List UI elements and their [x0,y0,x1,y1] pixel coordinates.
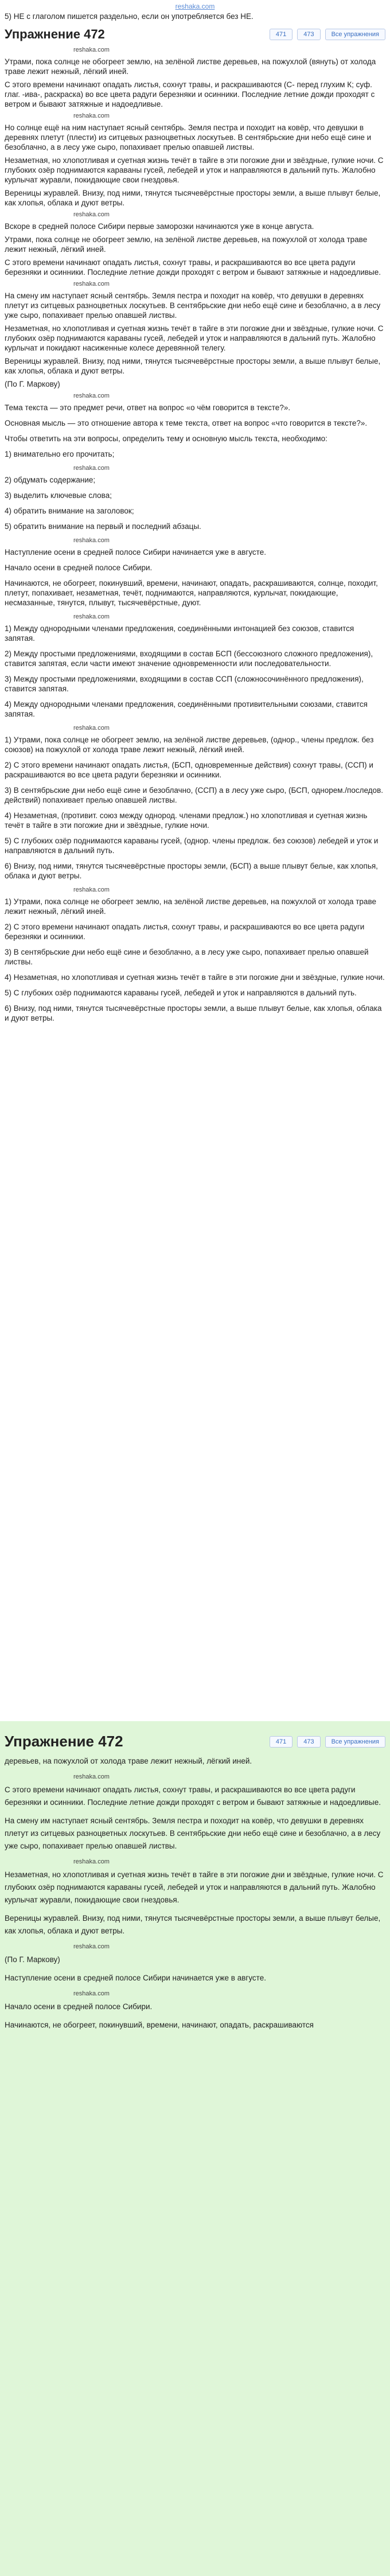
watermark: reshaka.com [73,1773,110,1780]
bottom-paragraph: Вереницы журавлей. Внизу, под ними, тянутся тысячевёрстные просторы земли, а выше плывут белые, как хлопья, облака и дуют ветры. [5,1914,381,1935]
text-paragraph: Незаметная, но хлопотливая и суетная жизнь течёт в тайге в эти погожие дни и звёздные, гулкие ночи. С глубоких озёр поднимаются караваны гусей, лебедей и уток и направляются в дальний путь. Жалобно курлычат журавли, покидающие свои гнездовья. [5,156,384,184]
qa-item: 3) выделить ключевые слова; [5,491,112,500]
watermark: reshaka.com [73,112,110,119]
qa-item: 5) С глубоких озёр поднимаются караваны гусей, (однор. члены предлож. без союзов) лебедей и уток и направляются в дальний путь. [5,836,379,855]
qa-item: 1) Между однородными членами предложения, соединёнными интонацией без союзов, ставится запятая. [5,624,354,643]
qa-item: 2) С этого времени начинают опадать листья, (БСП, одновременные действия) сохнут травы, (ССП) и раскрашиваются во все цвета радуги березняки и осинники. [5,761,373,779]
watermark: reshaka.com [73,1990,110,1997]
watermark: reshaka.com [73,211,110,218]
text-paragraph: Незаметная, но хлопотливая и суетная жизнь течёт в тайге в эти погожие дни и звёздные, гулкие ночи. С глубоких озёр поднимаются караваны гусей, лебедей и уток и направляются в дальний путь. Жалобно курлычат и покидают насиженные колесе деревянной телегу. [5,324,384,352]
site-name[interactable]: reshaka.com [175,2,215,10]
bottom-paragraph: С этого времени начинают опадать листья, сохнут травы, и раскрашиваются во все цвета радуги березняки и осинники. Последние летние дожди проходят с ветром и бывают затяжные и надоедливые. [5,1785,381,1807]
watermark: reshaka.com [73,1943,110,1950]
qa-item: Наступление осени в средней полосе Сибири начинается уже в августе. [5,548,266,557]
intro-rule: 5) НЕ с глаголом пишется раздельно, если он употребляется без НЕ. [5,12,253,21]
watermark: reshaka.com [73,537,110,544]
exercise-header-repeat [5,1733,385,1750]
qa-item: Основная мысль — это отношение автора к теме текста, ответ на вопрос «что говорится в тексте?». [5,419,368,427]
qa-item: 6) Внизу, под ними, тянутся тысячевёрстные просторы земли, а выше плывут белые, как хлопья, облака и дуют ветры. [5,1004,382,1022]
qa-item: 1) внимательно его прочитать; [5,450,115,458]
text-paragraph: С этого времени начинают опадать листья, сохнут травы, и раскрашиваются во все цвета радуги березняки и осинники. Последние летние дожди проходят с ветром и бывают затяжные и надоедливые. [5,258,381,277]
bottom-paragraph: На смену им наступает ясный сентябрь. Земля пестра и походит на ковёр, что девушки в деревнях плетут из ситцевых разноцветных лоскутьев. В сентябрьские дни небо ещё сине и безоблачно, а в лесу уже сыро, попахивает прелью опавшей листвы. [5,1816,381,1850]
text-paragraph: Вскоре в средней полосе Сибири первые заморозки начинаются уже в конце августа. [5,222,314,231]
bottom-paragraph: Наступление осени в средней полосе Сибири начинается уже в августе. [5,1974,266,1982]
watermark: reshaka.com [73,725,110,731]
qa-item: 1) Утрами, пока солнце не обогреет землю, на зелёной листве деревьев, на пожухлой от холода траве лежит нежный, лёгкий иней. [5,897,376,916]
bottom-paragraph: (По Г. Маркову) [5,1955,60,1964]
qa-item: Чтобы ответить на эти вопросы, определить тему и основную мысль текста, необходимо: [5,434,327,443]
all-exercises-button[interactable]: Все упражнения [325,29,385,40]
bottom-paragraph: Начало осени в средней полосе Сибири. [5,2002,153,2011]
text-paragraph: Вереницы журавлей. Внизу, под ними, тянутся тысячевёрстные просторы земли, а выше плывут белые, как хлопья, облака и дуют ветры. [5,357,381,375]
qa-item: 4) Незаметная, но хлопотливая и суетная жизнь течёт в тайге в эти погожие дни и звёздные, гулкие ночи. [5,973,385,982]
watermark: reshaka.com [73,392,110,399]
highlighted-section [0,1721,390,2576]
all-exercises-button[interactable]: Все упражнения [325,1736,385,1748]
bottom-paragraph: Начинаются, не обогреет, покинувший, времени, начинают, опадать, раскрашиваются [5,2021,314,2029]
text-paragraph: Утрами, пока солнце не обогреет землю, на зелёной листве деревьев, на пожухлой от холода траве лежит нежный, лёгкий иней. [5,235,368,254]
qa-item: 4) Между однородными членами предложения, соединёнными противительными союзами, ставится запятая. [5,700,368,718]
qa-item: 2) обдумать содержание; [5,476,96,484]
qa-item: Начинаются, не обогреет, покинувший, времени, начинают, опадать, раскрашиваются, солнце, походит, плетут, попахивает, незаметная, течёт, поднимаются, направляются, курлычат, покидающие, несмазанные, тянутся, плывут, тысячевёрстные, дуют. [5,579,378,607]
qa-item: 1) Утрами, пока солнце не обогреет землю, на зелёной листве деревьев, (однор., члены предлож. без союзов) на пожухлой от холода траве лежит нежный, лёгкий иней. [5,736,374,754]
qa-item: 6) Внизу, под ними, тянутся тысячевёрстные просторы земли, (БСП) а выше плывут белые, как хлопья, облака и дуют ветры. [5,862,378,880]
watermark: reshaka.com [73,281,110,287]
watermark: reshaka.com [73,465,110,472]
exercise-nav-repeat [270,1736,385,1748]
bottom-paragraph: деревьев, на пожухлой от холода траве лежит нежный, лёгкий иней. [5,1757,252,1765]
next-exercise-button[interactable]: 473 [297,1736,320,1748]
text-paragraph: Утрами, пока солнце не обогреет землю, на зелёной листве деревьев, на пожухлой (вянуть) от холода траве лежит нежный, лёгкий иней. [5,57,376,76]
bottom-paragraph: Незаметная, но хлопотливая и суетная жизнь течёт в тайге в эти погожие дни и звёздные, гулкие ночи. С глубоких озёр поднимаются караваны гусей, лебедей и уток и направляются в дальний путь. Жалобно курлычат журавли, покидающие свои гнездовья. [5,1870,384,1904]
qa-item: Тема текста — это предмет речи, ответ на вопрос «о чём говорится в тексте?». [5,403,291,412]
qa-item: 5) обратить внимание на первый и последний абзацы. [5,522,201,531]
exercise-nav [270,29,385,40]
author-credit: (По Г. Маркову) [5,380,60,388]
qa-item: Начало осени в средней полосе Сибири. [5,563,153,572]
exercise-title: Упражнение 472 [5,27,105,41]
exercise-title-repeat: Упражнение 472 [5,1733,123,1750]
exercise-header [5,27,385,42]
text-paragraph: Вереницы журавлей. Внизу, под ними, тянутся тысячевёрстные просторы земли, а выше плывут белые, как хлопья, облака и дуют ветры. [5,189,381,207]
qa-item: 4) Незаметная, (противит. союз между однород. членами предлож.) но хлопотливая и суетная жизнь течёт в тайге в эти погожие дни и звёздные, гулкие ночи. [5,811,368,830]
qa-item: 3) Между простыми предложениями, входящими в состав ССП (сложносочинённого предложения), ставится запятая. [5,675,364,693]
content-top [5,11,385,1029]
watermark: reshaka.com [73,613,110,620]
qa-item: 3) В сентябрьские дни небо ещё сине и безоблачно, а в лесу уже сыро, попахивает прелью опавшей листвы. [5,948,369,966]
watermark: reshaka.com [73,1858,110,1865]
watermark: reshaka.com [73,886,110,893]
qa-item: 5) С глубоких озёр поднимаются караваны гусей, лебедей и уток и направляются в дальний путь. [5,989,357,997]
qa-item: 2) Между простыми предложениями, входящими в состав БСП (бессоюзного сложного предложения), ставится запятая, если части имеют значение одновременности или последовательности. [5,649,373,668]
text-paragraph: На смену им наступает ясный сентябрь. Земля пестра и походит на ковёр, что девушки в деревнях плетут из ситцевых разноцветных лоскутьев. В сентябрьские дни небо ещё сине и безоблачно, а в лесу уже сыро, попахивает прелью опавшей листвы. [5,291,381,320]
text-paragraph: С этого времени начинают опадать листья, сохнут травы, и раскрашиваются (С- перед глухим К; суф. глаг. -ива-, раскраска) во все цвета радуги березняки и осинники. Последние летние дожди проходят с ветром и бывают затяжные и надоедливые. [5,80,375,108]
qa-item: 3) В сентябрьские дни небо ещё сине и безоблачно, (ССП) а в лесу уже сыро, (БСП, однорем./последов. действий) попахивает прелью опавшей листвы. [5,786,383,804]
prev-exercise-button[interactable]: 471 [270,29,292,40]
qa-item: 4) обратить внимание на заголовок; [5,507,134,515]
next-exercise-button[interactable]: 473 [297,29,320,40]
text-paragraph: Но солнце ещё на ним наступает ясный сентябрь. Земля пестра и походит на ковёр, что девушки в деревнях плетут (плести) из ситцевых разноцветных лоскутьев. В сентябрьские дни небо ещё сине и безоблачно, а в лесу уже сыро, попахивает прелью опавшей листвы. [5,123,372,151]
prev-exercise-button[interactable]: 471 [270,1736,292,1748]
watermark: reshaka.com [73,46,110,53]
qa-item: 2) С этого времени начинают опадать листья, сохнут травы, и раскрашиваются во все цвета радуги березняки и осинники. [5,923,365,941]
